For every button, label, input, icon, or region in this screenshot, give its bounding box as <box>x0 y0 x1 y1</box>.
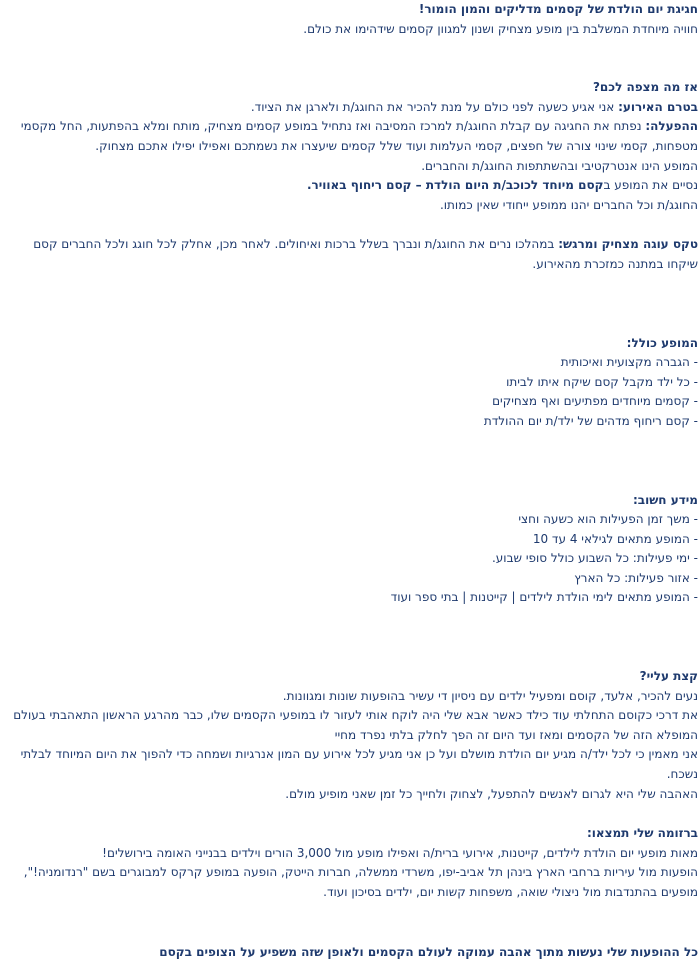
article-content <box>2 0 698 962</box>
about-title: קצת עליי? <box>639 669 698 684</box>
list-item: - קסמים מיוחדים מפתיעים ואף מצחיקים <box>492 394 698 409</box>
expect-before-paragraph <box>2 98 698 118</box>
expect-interactive-text: המופע הינו אנטרקטיבי ובהשתתפות החוגג/ת והחברים. <box>421 158 698 173</box>
expect-show-text: נפתח את החגיגה עם קבלת החוגג/ת למרכז המסיבה ואז נתחיל במופע קסמים מצחיק, מותח ומלא בהפתעות, החל מקסמי מטפחות, קסמי שינוי צורה של חפצים, קסמי העלמות ועוד שלל קסמים שיעצרו את נשמתכם ואפילו יפילו אתכם מצחוק. <box>20 119 698 153</box>
spacer <box>2 471 698 491</box>
spacer <box>2 275 698 314</box>
list-item: - קסם ריחוף מדהים של ילד/ת יום ההולדת <box>483 413 698 428</box>
expect-finale-paragraph <box>2 176 698 196</box>
spacer <box>2 647 698 667</box>
expect-cake-text: במהלכו נרים את החוגג/ת ונברך בשלל ברכות ואיחולים. לאחר מכן, אחלק לכל חוגג ולכל החברים קסם שיקחו במתנה כמזכרת מהאירוע. <box>33 237 698 271</box>
list-item: - ימי פעילות: כל השבוע כולל סופי שבוע. <box>491 551 698 566</box>
expect-before-label: בטרם האירוע: <box>618 99 698 114</box>
expect-cake-label: טקס עוגה מצחיק ומרגש: <box>558 237 698 252</box>
list-item: - משך זמן הפעילות הוא כשעה וחצי <box>518 512 698 527</box>
portfolio-title: ברזומה שלי תמצאו: <box>586 826 698 841</box>
expect-finale-bold: קסם מיוחד לכוכב/ת היום הולדת – קסם ריחוף באוויר. <box>306 178 604 193</box>
expect-finale-text: נסיים את המופע ב <box>603 178 698 193</box>
spacer <box>2 608 698 647</box>
includes-title: המופע כולל: <box>626 335 698 350</box>
spacer <box>2 804 698 824</box>
spacer <box>2 903 698 943</box>
expect-before-text: אני אגיע כשעה לפני כולם על מנת להכיר את החוגג/ת ולארגן את הציוד. <box>250 99 619 114</box>
about-line: נעים להכיר, אלעד, קוסם ומפעיל ילדים עם ניסיון די עשיר בהופעות שונות ומגוונות. <box>282 688 698 703</box>
spacer <box>2 39 698 78</box>
about-line: אני מאמין כי לכל ילד/ה מגיע יום הולדת מושלם ועל כן אני מגיע לכל אירוע עם המון אנרגיות ושמחה כדי להפוך את היום המיוחד לבלתי נשכח. <box>20 747 698 782</box>
info-title: מידע חשוב: <box>632 492 698 507</box>
expect-show-paragraph <box>2 117 698 156</box>
list-item: - כל ילד מקבל קסם שיקח איתו לביתו <box>506 374 698 389</box>
expect-show-label: ההפעלה: <box>645 119 698 134</box>
spacer <box>2 314 698 334</box>
expect-cake-paragraph <box>2 235 698 274</box>
portfolio-line: הופעות מול עיריות ברחבי הארץ בינהן תל אביב-יפו, משרדי ממשלה, חברות הייטק, הופעה במופע קרקס למבוגרים בשם "רנדומניה!", מופעים בהתנדבות מול ניצולי שואה, משפחות קשות יום, ילדים בסיכון ועוד. <box>23 865 698 899</box>
intro-headline: חגיגת יום הולדת של קסמים מדליקים והמון הומור! <box>418 2 698 16</box>
spacer <box>2 432 698 471</box>
list-item: - אזור פעילות: כל הארץ <box>574 570 698 585</box>
portfolio-line: מאות מופעי יום הולדת לילדים, קייטנות, אירועי ברית/ה ואפילו מופע מול 3,000 הורים וילדים בבנייני האומה בירושלים! <box>102 845 698 860</box>
about-line: את דרכי כקוסם התחלתי עוד כילד כאשר אבא שלי היה לוקח אותי לעזור לו במופעי הקסמים שלו, כבר מהרגע הראשון התאהבתי בעולם המופלא הזה של הקסמים ומאז ועד היום זה הפך לחלק בלתי נפרד מחיי <box>13 708 698 742</box>
intro-text: חוויה מיוחדת המשלבת בין מופע מצחיק ושנון למגוון קסמים שידהימו את כולם. <box>303 21 698 36</box>
list-item: - הגברה מקצועית ואיכותית <box>560 355 698 370</box>
expect-title: אז מה מצפה לכם? <box>592 80 698 95</box>
about-line: האהבה שלי היא לגרום לאנשים להתפעל, לצחוק ולחייך כל זמן שאני מופיע מולם. <box>285 786 698 801</box>
list-item: - המופע מתאים לגילאי 4 עד 10 <box>532 531 698 546</box>
spacer <box>2 215 698 235</box>
closing-text: כל ההופעות שלי נעשות מתוך אהבה עמוקה לעולם הקסמים ולאופן שזה משפיע על הצופים בקסם <box>159 944 698 959</box>
list-item: - המופע מתאים לימי הולדת לילדים | קייטנות | בתי ספר ועוד <box>390 590 698 605</box>
expect-unique-text: החוגג/ת וכל החברים יהנו ממופע ייחודי שאין כמותו. <box>439 197 698 212</box>
